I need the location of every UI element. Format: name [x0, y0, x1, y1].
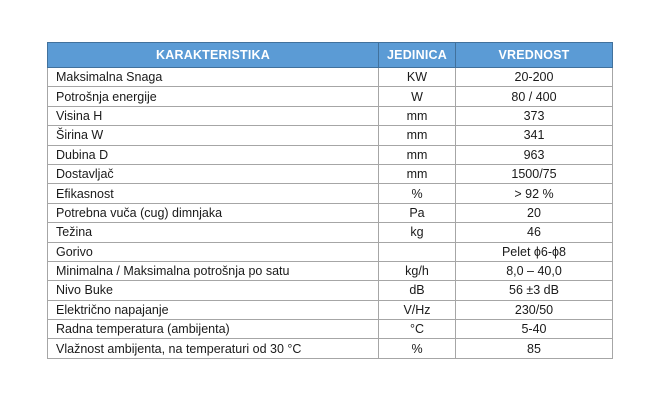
table-row	[48, 320, 613, 339]
cell-jedinica: °C	[379, 320, 456, 339]
cell-vrednost: 20-200	[456, 68, 613, 87]
cell-karakteristika: Potrebna vuča (cug) dimnjaka	[48, 203, 379, 222]
header-jedinica: JEDINICA	[379, 43, 456, 68]
cell-karakteristika: Širina W	[48, 126, 379, 145]
cell-karakteristika: Nivo Buke	[48, 281, 379, 300]
cell-karakteristika: Gorivo	[48, 242, 379, 261]
cell-jedinica: kg/h	[379, 261, 456, 280]
cell-vrednost: 85	[456, 339, 613, 358]
cell-vrednost: 341	[456, 126, 613, 145]
table-row	[48, 184, 613, 203]
table-row	[48, 145, 613, 164]
cell-jedinica: Pa	[379, 203, 456, 222]
cell-vrednost: 80 / 400	[456, 87, 613, 106]
table-row	[48, 223, 613, 242]
cell-karakteristika: Dubina D	[48, 145, 379, 164]
table-row	[48, 242, 613, 261]
table-row	[48, 106, 613, 125]
cell-karakteristika: Dostavljač	[48, 164, 379, 183]
cell-jedinica: dB	[379, 281, 456, 300]
cell-karakteristika: Efikasnost	[48, 184, 379, 203]
cell-karakteristika: Visina H	[48, 106, 379, 125]
cell-vrednost: 20	[456, 203, 613, 222]
table-row	[48, 68, 613, 87]
cell-vrednost: 230/50	[456, 300, 613, 319]
header-karakteristika: KARAKTERISTIKA	[48, 43, 379, 68]
cell-jedinica	[379, 242, 456, 261]
header-vrednost: VREDNOST	[456, 43, 613, 68]
cell-jedinica: %	[379, 339, 456, 358]
cell-karakteristika: Minimalna / Maksimalna potrošnja po satu	[48, 261, 379, 280]
cell-jedinica: V/Hz	[379, 300, 456, 319]
table-row	[48, 281, 613, 300]
cell-jedinica: %	[379, 184, 456, 203]
spec-table-body	[48, 68, 613, 359]
cell-vrednost: 5-40	[456, 320, 613, 339]
header-row	[48, 43, 613, 68]
cell-vrednost: 8,0 – 40,0	[456, 261, 613, 280]
cell-vrednost: 373	[456, 106, 613, 125]
cell-karakteristika: Električno napajanje	[48, 300, 379, 319]
cell-jedinica: mm	[379, 145, 456, 164]
table-row	[48, 339, 613, 358]
cell-karakteristika: Radna temperatura (ambijenta)	[48, 320, 379, 339]
cell-jedinica: KW	[379, 68, 456, 87]
cell-vrednost: 56 ±3 dB	[456, 281, 613, 300]
cell-vrednost: 963	[456, 145, 613, 164]
table-row	[48, 164, 613, 183]
cell-vrednost: 46	[456, 223, 613, 242]
cell-jedinica: mm	[379, 126, 456, 145]
cell-karakteristika: Potrošnja energije	[48, 87, 379, 106]
table-row	[48, 203, 613, 222]
table-row	[48, 126, 613, 145]
cell-vrednost: Pelet ϕ6-ϕ8	[456, 242, 613, 261]
spec-table-header	[48, 43, 613, 68]
table-row	[48, 300, 613, 319]
table-row	[48, 261, 613, 280]
cell-karakteristika: Težina	[48, 223, 379, 242]
cell-karakteristika: Maksimalna Snaga	[48, 68, 379, 87]
cell-jedinica: W	[379, 87, 456, 106]
cell-jedinica: mm	[379, 164, 456, 183]
cell-jedinica: mm	[379, 106, 456, 125]
cell-vrednost: 1500/75	[456, 164, 613, 183]
table-row	[48, 87, 613, 106]
cell-jedinica: kg	[379, 223, 456, 242]
spec-table	[47, 42, 613, 359]
cell-karakteristika: Vlažnost ambijenta, na temperaturi od 30 °C	[48, 339, 379, 358]
cell-vrednost: > 92 %	[456, 184, 613, 203]
